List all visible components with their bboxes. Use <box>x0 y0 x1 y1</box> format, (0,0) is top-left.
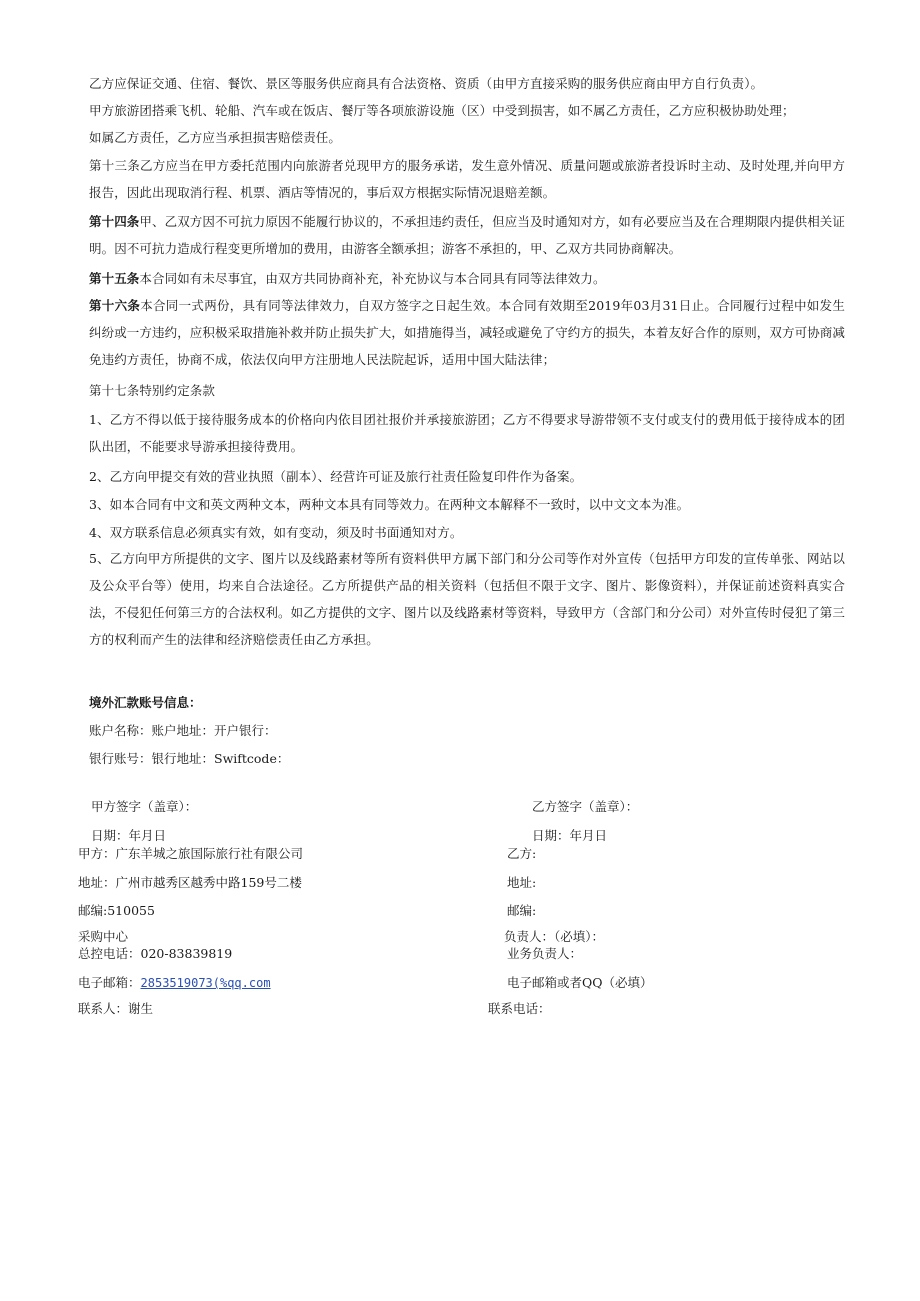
special-term-2: 2、乙方向甲提交有效的营业执照（副本）、经营许可证及旅行社责任险复印件作为备案。 <box>89 469 583 484</box>
party-a-department: 采购中心 <box>78 929 129 944</box>
clause-article-14 <box>89 208 845 262</box>
party-a-email-link[interactable]: 2853519073(%qq.com <box>140 976 271 990</box>
article-15-text: 本合同如有未尽事宜，由双方共同协商补充，补充协议与本合同具有同等法律效力。 <box>139 271 606 286</box>
special-term-1: 1、乙方不得以低于接待服务成本的价格向内依目团社报价并承接旅游团；乙方不得要求导游带领不支付或支付的费用低于接待成本的团队出团，不能要求导游承担接待费用。 <box>89 412 845 454</box>
party-b-address: 地址: <box>507 875 537 890</box>
special-term-4: 4、双方联系信息必须真实有效，如有变动，须及时书面通知对方。 <box>89 525 463 540</box>
party-b-date-label: 日期：年月日 <box>532 828 608 843</box>
article-16-label: 第十六条 <box>89 298 141 313</box>
clause-damage-liability: 如属乙方责任，乙方应当承担损害赔偿责任。 <box>89 130 342 145</box>
party-a-name: 甲方：广东羊城之旅国际旅行社有限公司 <box>78 846 304 861</box>
party-a-email-row <box>78 974 271 992</box>
remittance-bank-line: 银行账号：银行地址：Swiftcode： <box>89 751 290 766</box>
clause-article-16 <box>89 292 845 373</box>
party-a-date-label: 日期：年月日 <box>91 828 167 843</box>
party-b-email: 电子邮箱或者QQ（必填） <box>507 975 653 990</box>
clause-damage-assistance: 甲方旅游团搭乘飞机、轮船、汽车或在饭店、餐厅等各项旅游设施（区）中受到损害，如不属乙方责任，乙方应积极协助处理； <box>89 103 795 118</box>
party-b-responsible: 负责人：（必填）： <box>504 929 605 944</box>
party-b-postcode: 邮编: <box>507 903 537 918</box>
article-14-label: 第十四条 <box>89 214 140 229</box>
clause-article-17: 第十七条特别约定条款 <box>89 383 216 398</box>
party-a-email-label: 电子邮箱： <box>78 975 141 990</box>
party-b-business-responsible: 业务负责人： <box>507 946 583 961</box>
remittance-heading: 境外汇款账号信息： <box>89 695 202 710</box>
party-b-name: 乙方: <box>507 846 537 861</box>
remittance-account-line: 账户名称：账户地址：开户银行： <box>89 723 277 738</box>
special-term-5: 5、乙方向甲方所提供的文字、图片以及线路素材等所有资料供甲方属下部门和分公司等作对外宣传（包括甲方印发的宣传单张、网站以及公众平台等）使用，均来自合法途径。乙方所提供产品的相关资料（包括但不限于文字、图片、影像资料），并保证前述资料真实合法，不侵犯任何第三方的合法权利。如乙方提供的文字、图片以及线路素材等资料，导致甲方（含部门和分公司）对外宣传时侵犯了第三方的权利而产生的法律和经济赔偿责任由乙方承担。 <box>89 551 846 647</box>
party-b-contact-phone: 联系电话： <box>488 1001 551 1016</box>
party-a-signature-label: 甲方签字（盖章）： <box>91 799 198 814</box>
party-a-postcode: 邮编:510055 <box>78 903 155 918</box>
party-a-address: 地址：广州市越秀区越秀中路159号二楼 <box>78 875 302 890</box>
special-term-3: 3、如本合同有中文和英文两种文本，两种文本具有同等效力。在两种文本解释不一致时，以中文文本为准。 <box>89 497 690 512</box>
clause-supplier-qualification: 乙方应保证交通、住宿、餐饮、景区等服务供应商具有合法资格、资质（由甲方直接采购的服务供应商由甲方自行负责）。 <box>89 76 764 91</box>
party-b-signature-label: 乙方签字（盖章）： <box>532 799 639 814</box>
clause-article-15 <box>89 265 845 292</box>
party-a-contact: 联系人：谢生 <box>78 1001 154 1016</box>
clause-article-13: 第十三条乙方应当在甲方委托范围内向旅游者兑现甲方的服务承诺，发生意外情况、质量问题或旅游者投诉时主动、及时处理,并向甲方报告，因此出现取消行程、机票、酒店等情况的，事后双方根据实际情况退赔差额。 <box>89 158 845 200</box>
article-15-label: 第十五条 <box>89 271 140 286</box>
article-16-text: 本合同一式两份，具有同等法律效力，自双方签字之日起生效。本合同有效期至2019年03月31日止。合同履行过程中如发生纠纷或一方违约，应积极采取措施补救并防止损失扩大，如措施得当，减轻或避免了守约方的损失，本着友好合作的原则，双方可协商减免违约方责任，协商不成，依法仅向甲方注册地人民法院起诉，适用中国大陆法律； <box>89 298 846 367</box>
party-a-phone: 总控电话：020-83839819 <box>78 946 233 961</box>
article-14-text: 甲、乙双方因不可抗力原因不能履行协议的，不承担违约责任，但应当及时通知对方，如有必要应当及在合理期限内提供相关证明。因不可抗力造成行程变更所增加的费用，由游客全额承担；游客不承担的，甲、乙双方共同协商解决。 <box>89 214 846 256</box>
